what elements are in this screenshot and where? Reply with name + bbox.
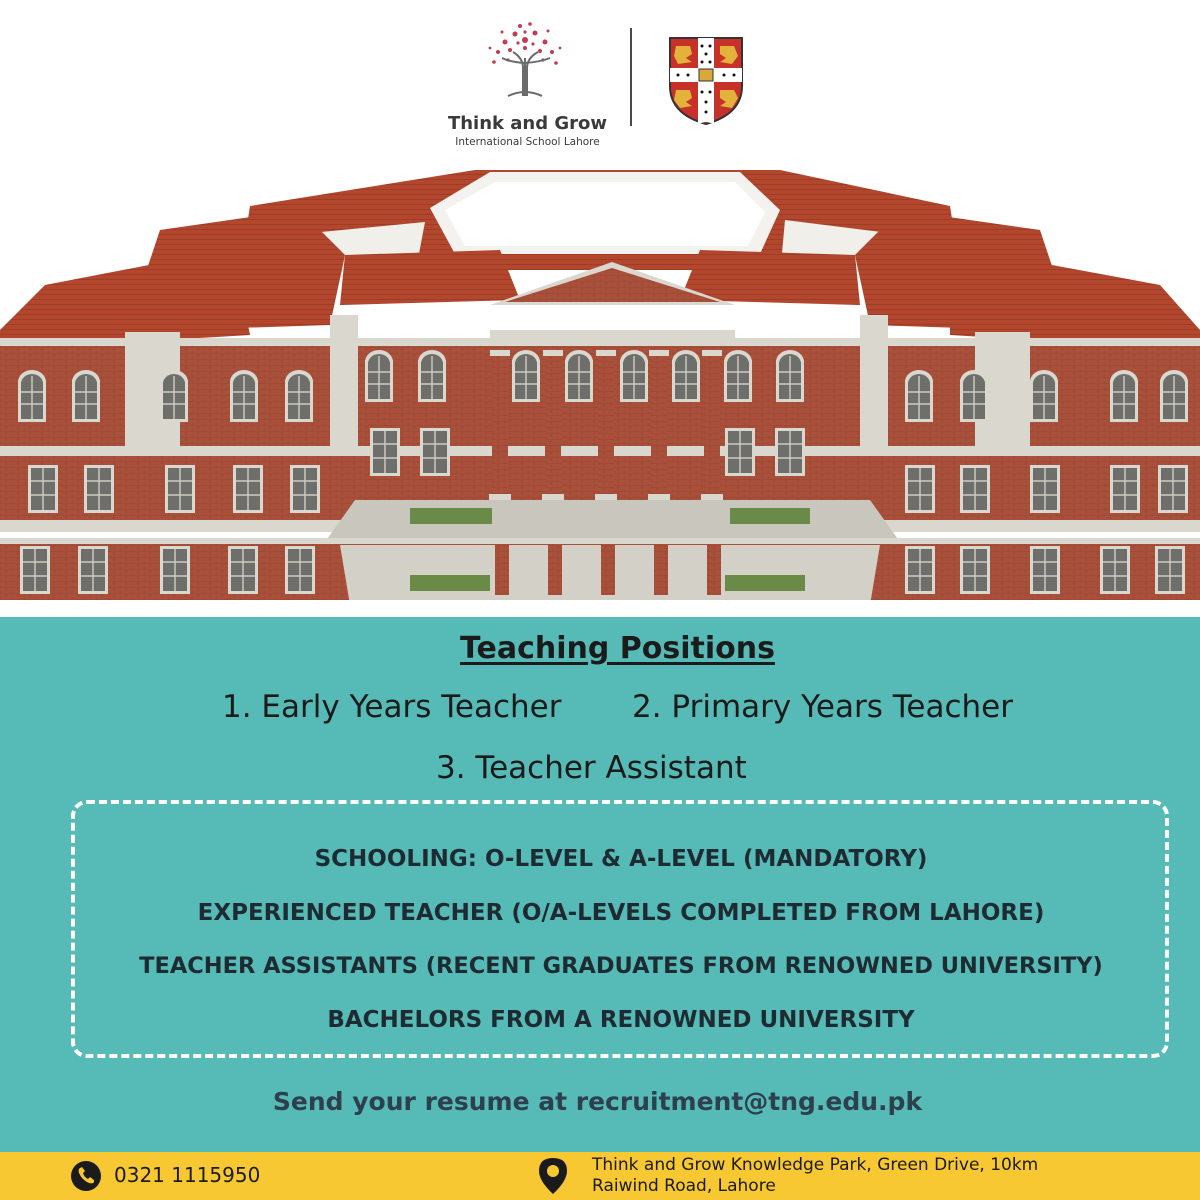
cambridge-crest-icon xyxy=(668,36,744,126)
contact-footer xyxy=(0,1152,1200,1200)
position-item: 1. Early Years Teacher xyxy=(222,689,562,725)
requirement-item: TEACHER ASSISTANTS (RECENT GRADUATES FROM RENOWNED UNIVERSITY) xyxy=(139,953,1103,979)
info-panel xyxy=(0,617,1200,1152)
tree-logo-icon xyxy=(480,18,570,98)
requirement-item: SCHOOLING: O-LEVEL & A-LEVEL (MANDATORY) xyxy=(314,846,928,872)
requirement-item: EXPERIENCED TEACHER (O/A-LEVELS COMPLETED FROM LAHORE) xyxy=(197,900,1045,926)
phone-icon xyxy=(70,1160,102,1192)
school-subtitle: International School Lahore xyxy=(455,136,600,148)
position-item: 2. Primary Years Teacher xyxy=(632,689,1013,725)
requirement-item: BACHELORS FROM A RENOWNED UNIVERSITY xyxy=(327,1007,915,1033)
school-logo xyxy=(440,18,615,148)
header-logos xyxy=(0,0,1200,150)
location-pin-icon xyxy=(535,1156,571,1196)
address xyxy=(592,1155,1152,1197)
positions-heading: Teaching Positions xyxy=(460,631,775,666)
address-line: Think and Grow Knowledge Park, Green Drive, 10km xyxy=(592,1155,1039,1175)
phone-number[interactable]: 0321 1115950 xyxy=(114,1163,261,1187)
position-item: 3. Teacher Assistant xyxy=(436,750,747,786)
school-name: Think and Grow xyxy=(447,113,608,134)
address-line: Raiwind Road, Lahore xyxy=(592,1176,776,1196)
school-building-illustration xyxy=(0,150,1200,617)
requirements-box xyxy=(71,800,1169,1058)
logo-divider xyxy=(630,28,632,126)
resume-email-line[interactable]: Send your resume at recruitment@tng.edu.pk xyxy=(272,1087,923,1116)
